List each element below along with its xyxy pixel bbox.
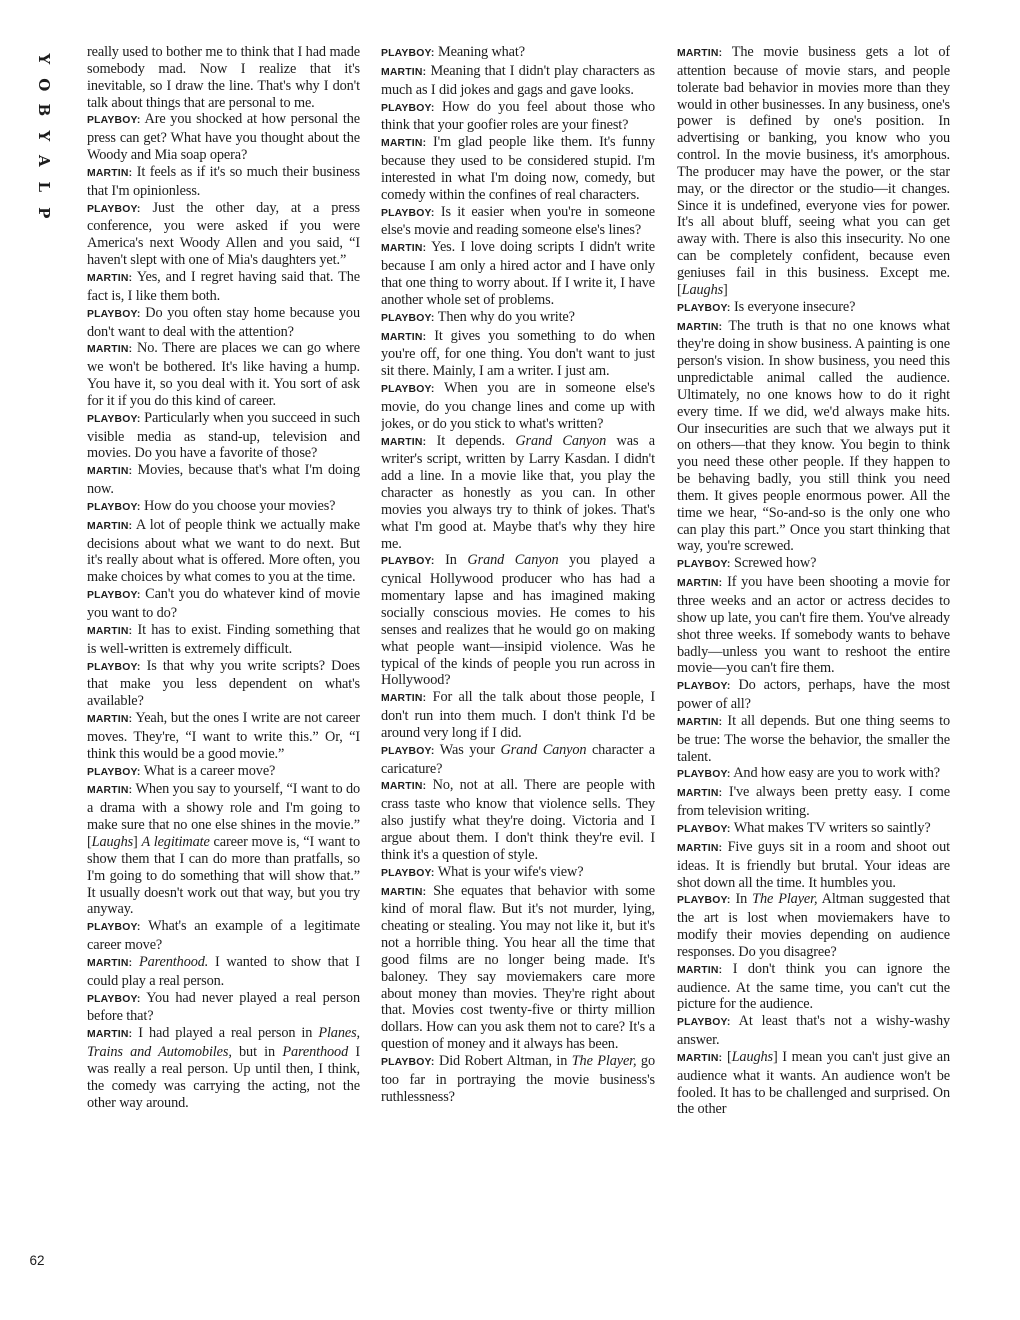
paragraph-text: You had never played a real person before that?	[87, 989, 360, 1025]
paragraph-text: you played a cynical Hollywood producer who has had a momentary lapse and has imagined making socially conscious movies. He comes to his senses and realizes that he would go on making what people want—insipid violence. Was he typical of the kinds of people you run across in Hollywood?	[381, 552, 655, 689]
interview-paragraph	[677, 555, 950, 574]
paragraph-text: At least that's not a wishy-washy answer.	[677, 1013, 950, 1049]
paragraph-text: When you are in someone else's movie, do you change lines and come up with jokes, or do you stick to what's written?	[381, 380, 655, 432]
speaker-label: MARTIN:	[87, 957, 133, 969]
paragraph-text: ] I mean you can't just give an audience what it wants. An audience won't be fooled. It has to be challenged and surprised. On the other	[677, 1048, 950, 1118]
interview-paragraph	[381, 380, 655, 433]
paragraph-text: Was your	[434, 741, 501, 758]
interview-paragraph	[381, 1053, 655, 1106]
interview-paragraph	[677, 765, 950, 784]
interview-paragraph	[87, 340, 360, 409]
paragraph-text: What makes TV writers so saintly?	[730, 819, 931, 836]
text-column-3	[677, 44, 950, 1299]
speaker-label: PLAYBOY:	[87, 993, 141, 1005]
interview-paragraph	[87, 305, 360, 341]
paragraph-text: Do you often stay home because you don't want to deal with the attention?	[87, 304, 360, 340]
text-column-2	[381, 44, 655, 1299]
interview-paragraph	[87, 1025, 360, 1111]
speaker-label: PLAYBOY:	[87, 661, 141, 673]
speaker-label: PLAYBOY:	[677, 681, 731, 693]
speaker-label: PLAYBOY:	[87, 308, 141, 320]
interview-paragraph	[381, 204, 655, 240]
speaker-label: PLAYBOY:	[87, 501, 141, 513]
speaker-label: PLAYBOY:	[381, 1056, 435, 1068]
paragraph-text: Yes. I love doing scripts I didn't write because I am only a hired actor and I have only that one thing to worry about. If I write it, I have another whole set of problems.	[381, 239, 655, 308]
interview-paragraph	[87, 111, 360, 164]
interview-paragraph	[381, 134, 655, 203]
speaker-label: PLAYBOY:	[87, 766, 141, 778]
speaker-label: PLAYBOY:	[677, 559, 731, 571]
interview-paragraph	[87, 164, 360, 200]
sideword-letter: Y	[34, 53, 53, 65]
paragraph-text: It has to exist. Finding something that is well-written is extremely difficult.	[87, 621, 360, 657]
speaker-label: PLAYBOY:	[87, 922, 141, 934]
speaker-label: MARTIN:	[677, 1052, 723, 1064]
speaker-label: PLAYBOY:	[381, 384, 435, 396]
speaker-label: PLAYBOY:	[677, 895, 731, 907]
paragraph-text: I was really a real person. Up until then, I think, the comedy was carrying the acting, not the other way around.	[87, 1044, 360, 1111]
speaker-label: PLAYBOY:	[87, 203, 141, 215]
italic-title: Grand Canyon	[467, 552, 559, 569]
speaker-label: MARTIN:	[87, 466, 133, 478]
interview-paragraph	[381, 433, 655, 553]
paragraph-text: Altman suggested that the art is lost when moviemakers have to modify their movies depending on audience responses. Do you disagree?	[677, 891, 950, 960]
speaker-label: PLAYBOY:	[677, 1017, 731, 1029]
speaker-label: MARTIN:	[677, 48, 723, 59]
interview-paragraph	[381, 239, 655, 308]
interview-paragraph	[381, 777, 655, 863]
italic-title: Laughs	[91, 833, 134, 850]
speaker-label: MARTIN:	[677, 578, 723, 590]
italic-title: Grand Canyon	[515, 432, 607, 449]
interview-paragraph	[677, 961, 950, 1014]
interview-paragraph	[381, 742, 655, 778]
paragraph-text: I've always been pretty easy. I come from television writing.	[677, 784, 950, 820]
speaker-label: MARTIN:	[87, 714, 133, 726]
italic-title: Parenthood	[282, 1044, 349, 1061]
speaker-label: MARTIN:	[87, 344, 133, 356]
interview-paragraph	[87, 622, 360, 658]
paragraph-text: I had played a real person in	[132, 1025, 319, 1042]
sideword-letter: A	[34, 155, 53, 167]
paragraph-text: ]	[723, 281, 728, 298]
sideword-letter: P	[34, 206, 53, 218]
paragraph-text: How do you feel about those who think that your goofier roles are your finest?	[381, 98, 655, 134]
paragraph-text: Did Robert Altman, in	[434, 1052, 572, 1069]
paragraph-text: I don't think you can ignore the audience. At the same time, you can't cut the picture for the audience.	[677, 960, 950, 1013]
paragraph-text: In	[730, 891, 753, 908]
magazine-sideword	[26, 46, 53, 225]
sideword-letter: Y	[34, 130, 53, 141]
interview-paragraph	[381, 552, 655, 689]
paragraph-text: For all the talk about those people, I don't run into them much. I don't think I'd be around very long if I did.	[381, 689, 655, 741]
speaker-label: MARTIN:	[381, 331, 427, 343]
speaker-label: PLAYBOY:	[677, 823, 731, 835]
paragraph-text: It gives you something to do when you're off, for one thing. You don't want to just sit there. Mainly, I am a writer. I just am.	[381, 327, 655, 380]
paragraph-text: No, not at all. There are people with crass taste who know that violence sells. They also justify what they're doing. Victoria and I argue about them. I don't think they're evil. I think it's a question of style.	[381, 777, 655, 863]
interview-paragraph	[677, 713, 950, 766]
paragraph-text: I wanted to show that I could play a real person.	[87, 953, 360, 989]
speaker-label: PLAYBOY:	[381, 745, 435, 757]
paragraph-text: What is a career move?	[140, 762, 276, 779]
paragraph-text: character a caricature?	[381, 741, 655, 777]
italic-title: The Player,	[571, 1052, 637, 1069]
speaker-label: MARTIN:	[677, 716, 723, 728]
paragraph-text: Can't you do whatever kind of movie you want to do?	[87, 586, 360, 621]
paragraph-text: Just the other day, at a press conference, you were asked if you were America's next Woody Allen and you said, “I haven't slept with one of Mia's daughters yet.”	[87, 199, 360, 269]
paragraph-text: Is that why you write scripts? Does that make you less dependent on what's available?	[87, 657, 360, 710]
paragraph-text: Meaning what?	[434, 44, 525, 60]
interview-paragraph	[381, 864, 655, 883]
paragraph-text: If you have been shooting a movie for three weeks and an actor or actress decides to show up late, you can't fire them. You've already shot three weeks. If somebody wants to behave badly—unless you want to reshoot the entire movie—you can't fire them.	[677, 574, 950, 677]
paragraph-text: She equates that behavior with some kind of moral flaw. But it's not murder, lying, cheating or stealing. You may not like it, but it's not a horrible thing. You hear all the time that good films are no longer being made. It's baloney. They say moviemakers care more about money than movies. They're right about that. Movies cost twenty-five or thirty million dollars. How can you ask them not to care? It's a question of money and it always has been.	[381, 882, 655, 1053]
speaker-label: PLAYBOY:	[381, 312, 435, 324]
italic-title: Grand Canyon	[500, 741, 587, 758]
interview-paragraph	[87, 410, 360, 463]
italic-title: Planes, Trains and Automobiles,	[87, 1025, 360, 1061]
paragraph-text: but in	[231, 1044, 283, 1061]
interview-paragraph	[381, 99, 655, 135]
speaker-label: MARTIN:	[87, 785, 133, 797]
speaker-label: MARTIN:	[87, 520, 133, 532]
paragraph-text: career move is, “I want to show them that I can do more than pratfalls, so I'm going to do something that will show that.” It usually doesn't work out that way, but you try anyway.	[87, 833, 360, 918]
speaker-label: PLAYBOY:	[381, 102, 435, 114]
paragraph-text: Are you shocked at how personal the press can get? What have you thought about the Woody and Mia soap opera?	[87, 111, 360, 164]
interview-paragraph	[381, 63, 655, 99]
paragraph-text: What's an example of a legitimate career move?	[87, 918, 360, 954]
speaker-label: MARTIN:	[381, 243, 427, 255]
italic-title: Laughs	[681, 281, 724, 298]
paragraph-text: Yes, and I regret having said that. The fact is, I like them both.	[87, 268, 360, 304]
paragraph-text	[132, 954, 139, 970]
speaker-label: PLAYBOY:	[381, 207, 435, 219]
speaker-label: MARTIN:	[381, 66, 427, 78]
paragraph-text: was a writer's script, written by Larry Kasdan. I didn't add a line. In a movie like that, you play the character as honestly as you can. In other movies you always try to think of jokes. That's what I'm good at. Maybe that's why they hire me.	[381, 432, 655, 552]
interview-paragraph	[87, 498, 360, 517]
interview-paragraph	[381, 309, 655, 328]
paragraph-text: It feels as if it's so much their business that I'm opinionless.	[87, 163, 360, 199]
interview-paragraph	[381, 328, 655, 381]
sideword-letter: O	[34, 77, 53, 91]
interview-paragraph	[87, 763, 360, 782]
paragraph-text: ]	[133, 833, 142, 850]
speaker-label: MARTIN:	[381, 886, 427, 898]
paragraph-text: Do actors, perhaps, have the most power of all?	[677, 677, 950, 713]
paragraph-text: go too far in portraying the movie business's ruthlessness?	[381, 1052, 655, 1105]
speaker-label: PLAYBOY:	[381, 556, 435, 568]
speaker-label: PLAYBOY:	[381, 48, 435, 59]
paragraph-text: Yeah, but the ones I write are not career moves. They're, “I want to write this.” Or, “I think this would be a good movie.”	[87, 710, 360, 762]
paragraph-text: [	[722, 1048, 732, 1065]
paragraph-text: Meaning that I didn't play characters as much as I did jokes and gags and gave looks.	[381, 62, 655, 98]
interview-paragraph	[87, 517, 360, 586]
paragraph-text: How do you choose your movies?	[140, 497, 336, 514]
paragraph-text: When you say to yourself, “I want to do a drama with a showy role and I'm going to make sure that no one else shines in the movie.” [	[87, 781, 360, 850]
interview-paragraph	[677, 677, 950, 713]
speaker-label: MARTIN:	[677, 964, 723, 976]
speaker-label: MARTIN:	[677, 788, 723, 800]
interview-paragraph	[677, 1049, 950, 1118]
paragraph-text: I'm glad people like them. It's funny because they used to be considered stupid. I'm interested in what I'm doing now, comedy, but comedy within the confines of real characters.	[381, 134, 655, 203]
interview-paragraph	[381, 883, 655, 1053]
paragraph-text: Movies, because that's what I'm doing now.	[87, 462, 360, 498]
italic-title: A legitimate	[141, 833, 210, 850]
speaker-label: PLAYBOY:	[677, 302, 731, 314]
page-number: 62	[29, 1253, 45, 1268]
speaker-label: PLAYBOY:	[381, 867, 435, 879]
paragraph-text: It all depends. But one thing seems to be true: The worse the behavior, the smaller the talent.	[677, 712, 950, 765]
interview-paragraph	[87, 918, 360, 954]
paragraph-text: really used to bother me to think that I had made somebody mad. Now I realize that it's inevitable, so I draw the line. That's why I don't talk about things that are personal to me.	[87, 44, 360, 111]
speaker-label: PLAYBOY:	[87, 115, 141, 127]
sideword-letter: B	[34, 103, 53, 117]
interview-paragraph	[87, 44, 360, 111]
paragraph-text: A lot of people think we actually make decisions about what we want to do next. But it's really about what is offered. More often, you make choices by what comes to you at the time.	[87, 516, 360, 586]
interview-paragraph	[87, 781, 360, 918]
interview-paragraph	[677, 839, 950, 892]
speaker-label: MARTIN:	[677, 842, 723, 854]
speaker-label: MARTIN:	[381, 781, 427, 793]
interview-paragraph	[677, 318, 950, 556]
paragraph-text: No. There are places we can go where we won't be bothered. It's like having a hump. You have it, so you deal with it. You sort of ask for it if you do this kind of career.	[87, 340, 360, 409]
paragraph-text: Is it easier when you're in someone else's movie and reading someone else's lines?	[381, 203, 655, 239]
speaker-label: MARTIN:	[87, 272, 133, 284]
interview-paragraph	[381, 689, 655, 742]
interview-paragraph	[677, 299, 950, 318]
italic-title: Laughs	[731, 1048, 773, 1065]
speaker-label: PLAYBOY:	[87, 413, 141, 425]
sideword-letter: L	[34, 181, 53, 193]
interview-paragraph	[87, 658, 360, 711]
speaker-label: PLAYBOY:	[87, 590, 141, 602]
interview-paragraph	[677, 820, 950, 839]
italic-title: The Player,	[752, 891, 818, 908]
interview-paragraph	[677, 784, 950, 820]
interview-paragraph	[677, 574, 950, 677]
interview-paragraph	[677, 891, 950, 960]
speaker-label: MARTIN:	[87, 1029, 133, 1041]
paragraph-text: Is everyone insecure?	[730, 298, 856, 315]
paragraph-text: Then why do you write?	[434, 308, 575, 325]
interview-paragraph	[87, 990, 360, 1026]
speaker-label: MARTIN:	[381, 436, 427, 448]
interview-paragraph	[87, 269, 360, 305]
paragraph-text: In	[434, 552, 468, 569]
speaker-label: MARTIN:	[87, 625, 133, 637]
interview-paragraph	[677, 1013, 950, 1049]
speaker-label: MARTIN:	[677, 321, 723, 333]
interview-paragraph	[87, 200, 360, 269]
interview-paragraph	[87, 710, 360, 763]
paragraph-text: The truth is that no one knows what they're doing in show business. A painting is one person's vision. In show business, you need this unpredictable animal called the audience. Ultimately, no one knows how to do it right every time. If we did, we'd always make hits. Our insecurities are such that we always put it on others—that they know. You begin to think you need these other people. If they happen to be behaving badly, you still think you need them. It gives people enormous power. All the time we hear, “So-and-so is the only one who can play this part.” Once you start thinking that way, you're screwed.	[677, 317, 950, 555]
paragraph-text: Five guys sit in a room and shoot out ideas. It is friendly but brutal. Your ideas are shot down all the time. It humbles you.	[677, 838, 950, 891]
interview-paragraph	[677, 44, 950, 299]
paragraph-text: The movie business gets a lot of attention because of movie stars, and people tolerate bad behavior in movies more than they would in other businesses. In any business, one's power is defined by one's position. In advertising or banking, you know who you control. In the movie business, it's amorphous. The producer may have the power, or the star may, or the director or the studio—it changes. Since it is undefined, everyone vies for power. It's all about bluff, seeing what you can get away with. There is also this insecurity. No one can be completely confident, because even geniuses fail in this business. Except me. [	[677, 44, 950, 298]
interview-paragraph	[87, 462, 360, 498]
speaker-label: PLAYBOY:	[677, 769, 731, 781]
interview-paragraph	[87, 586, 360, 622]
text-column-1	[87, 44, 360, 1299]
interview-paragraph	[381, 44, 655, 63]
speaker-label: MARTIN:	[381, 693, 427, 705]
paragraph-text: Particularly when you succeed in such visible media as stand-up, television and movies. Do you have a favorite of those?	[87, 409, 360, 462]
speaker-label: MARTIN:	[381, 138, 427, 150]
paragraph-text: And how easy are you to work with?	[730, 765, 940, 782]
italic-title: Parenthood.	[139, 953, 209, 970]
interview-paragraph	[87, 954, 360, 990]
paragraph-text: What is your wife's view?	[434, 863, 584, 880]
paragraph-text: Screwed how?	[730, 555, 817, 572]
speaker-label: MARTIN:	[87, 167, 133, 179]
paragraph-text: It depends.	[426, 432, 516, 449]
